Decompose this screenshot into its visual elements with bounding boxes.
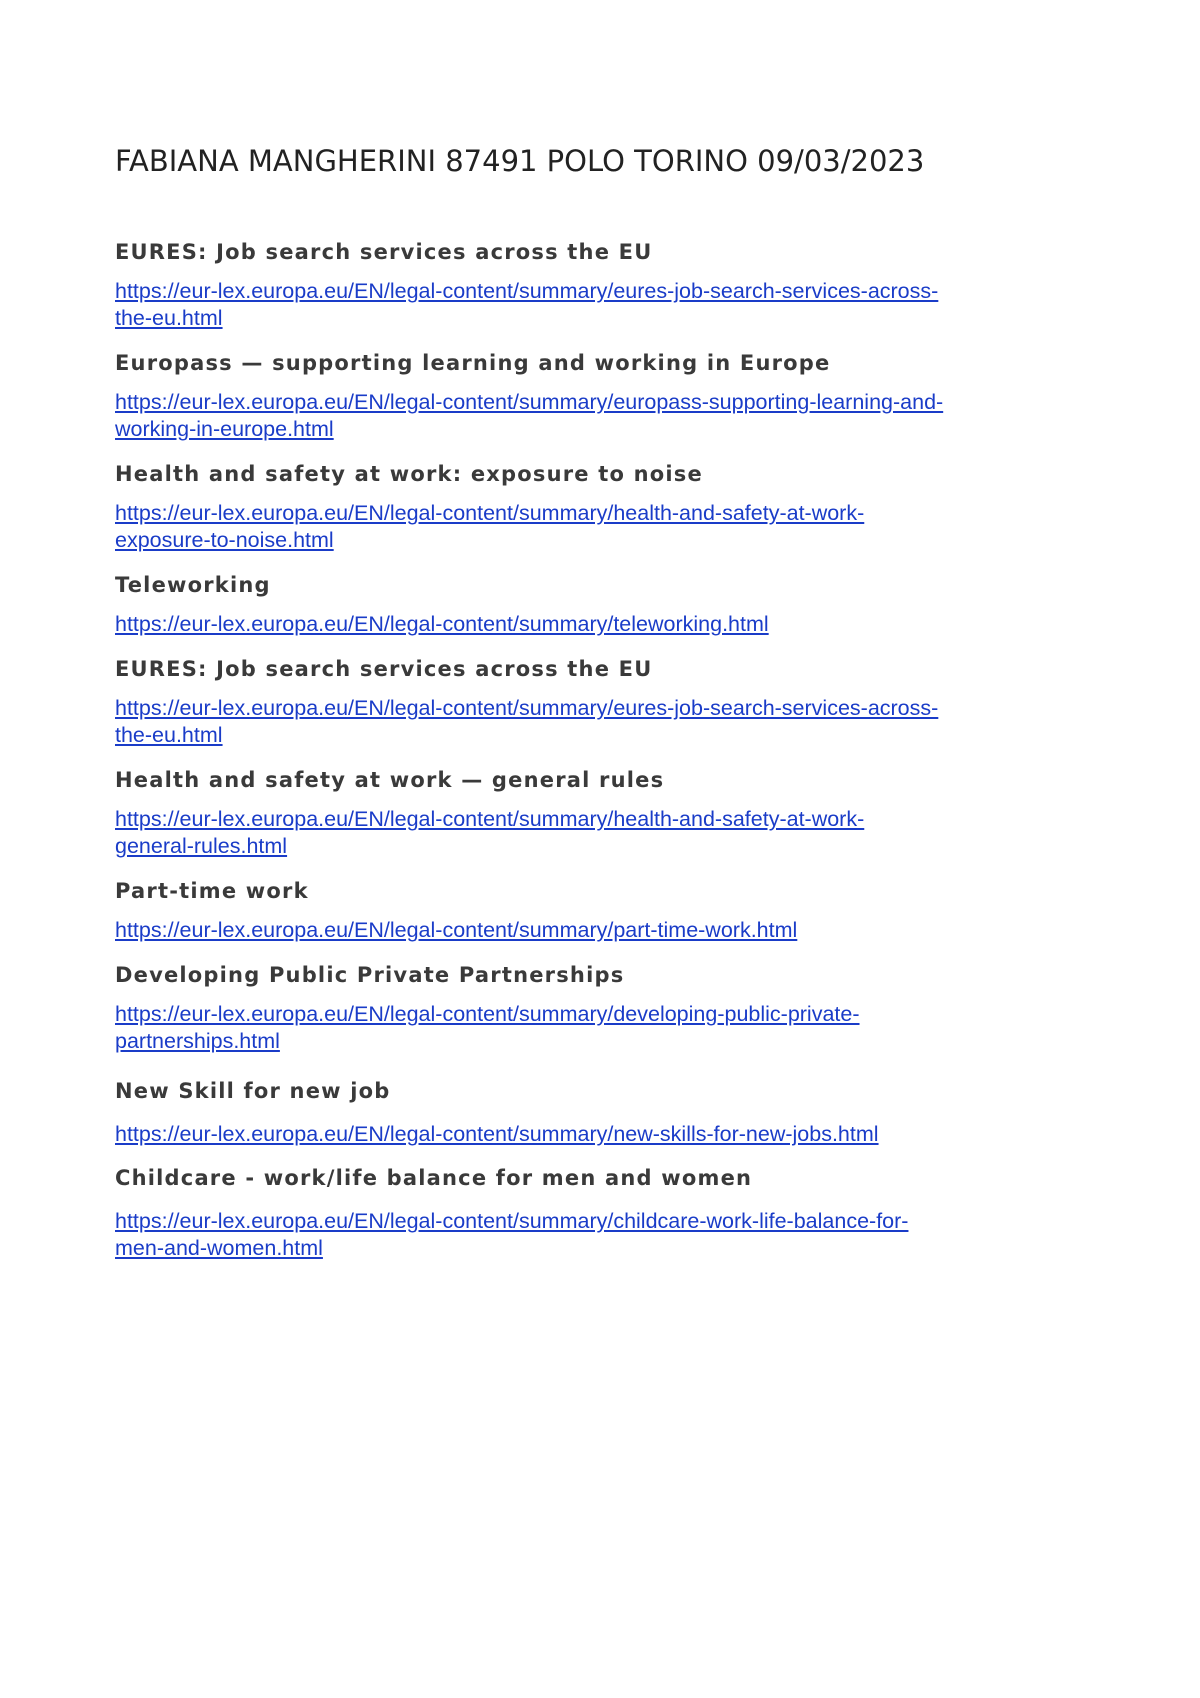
entry-heading: EURES: Job search services across the EU [115,240,653,264]
link-line: https://eur-lex.europa.eu/EN/legal-content/summary/europass-supporting-learning-and- [115,390,944,414]
entry-link[interactable] [115,1121,1105,1148]
link-line: https://eur-lex.europa.eu/EN/legal-content/summary/new-skills-for-new-jobs.html [115,1122,879,1146]
entry-link[interactable] [115,917,1105,944]
entry-heading: New Skill for new job [115,1079,391,1103]
entry-heading: Part-time work [115,879,309,903]
link-line: the-eu.html [115,723,223,747]
link-line: https://eur-lex.europa.eu/EN/legal-content/summary/health-and-safety-at-work- [115,501,865,525]
entry-heading: Developing Public Private Partnerships [115,963,625,987]
link-line: https://eur-lex.europa.eu/EN/legal-content/summary/eures-job-search-services-across- [115,696,939,720]
link-entry [115,961,1105,1055]
link-line: exposure-to-noise.html [115,528,334,552]
entry-heading: Health and safety at work — general rules [115,768,665,792]
document-title: FABIANA MANGHERINI 87491 POLO TORINO 09/03/2023 [115,144,925,178]
link-entry [115,655,1105,749]
entry-link[interactable] [115,611,1105,638]
link-line: https://eur-lex.europa.eu/EN/legal-content/summary/developing-public-private- [115,1002,860,1026]
link-entry [115,1164,1105,1262]
link-line: partnerships.html [115,1029,280,1053]
entry-heading: Childcare - work/life balance for men and women [115,1166,753,1190]
entry-link[interactable] [115,1001,1105,1055]
entry-heading: EURES: Job search services across the EU [115,657,653,681]
link-entry [115,877,1105,944]
link-entry [115,460,1105,554]
link-line: https://eur-lex.europa.eu/EN/legal-content/summary/childcare-work-life-balance-for- [115,1209,909,1233]
entry-link[interactable] [115,500,1105,554]
link-entry [115,766,1105,860]
link-line: https://eur-lex.europa.eu/EN/legal-content/summary/eures-job-search-services-across- [115,279,939,303]
link-line: men-and-women.html [115,1236,323,1260]
link-entry [115,571,1105,638]
link-line: working-in-europe.html [115,417,334,441]
link-line: https://eur-lex.europa.eu/EN/legal-content/summary/part-time-work.html [115,918,798,942]
link-entry [115,238,1105,332]
link-entry [115,349,1105,443]
entry-link[interactable] [115,695,1105,749]
entry-heading: Teleworking [115,573,271,597]
link-line: https://eur-lex.europa.eu/EN/legal-content/summary/teleworking.html [115,612,769,636]
entry-link[interactable] [115,389,1105,443]
entry-heading: Europass — supporting learning and working in Europe [115,351,831,375]
entry-link[interactable] [115,806,1105,860]
link-line: https://eur-lex.europa.eu/EN/legal-content/summary/health-and-safety-at-work- [115,807,865,831]
entry-heading: Health and safety at work: exposure to noise [115,462,703,486]
entry-link[interactable] [115,278,1105,332]
entry-link[interactable] [115,1208,1105,1262]
link-line: the-eu.html [115,306,223,330]
link-entry [115,1077,1105,1148]
link-line: general-rules.html [115,834,288,858]
